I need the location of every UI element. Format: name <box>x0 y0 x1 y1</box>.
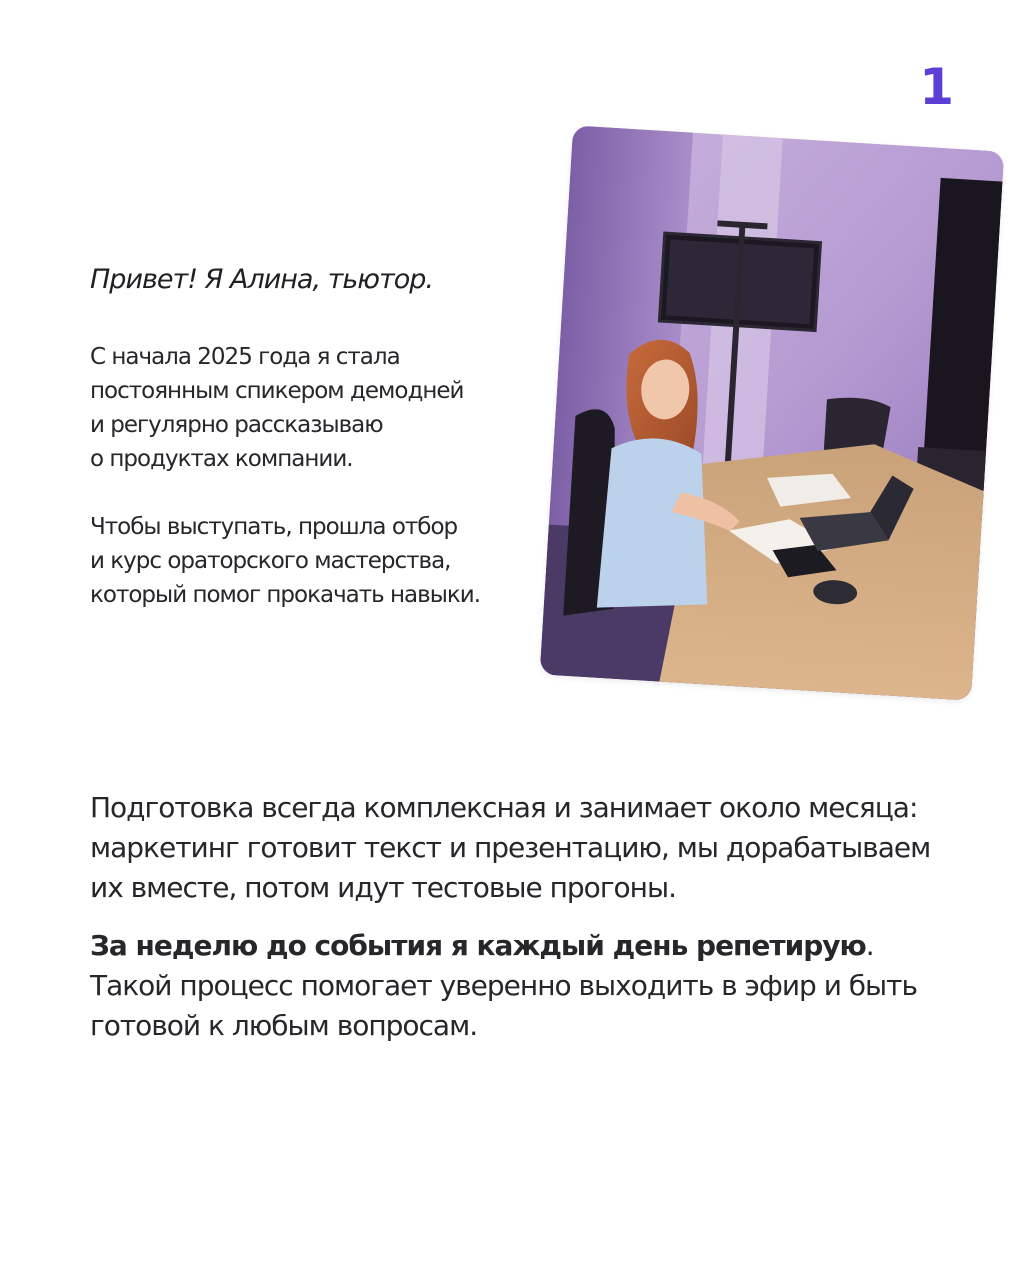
intro-section <box>90 264 560 646</box>
intro-paragraph-1: С начала 2025 года я стала постоянным спикером демодней и регулярно рассказываю о продуктах компании. <box>90 344 464 473</box>
bold-period: . <box>865 929 874 962</box>
intro-paragraph-2: Чтобы выступать, прошла отбор и курс ораторского мастерства, который помог прокачать навыки. <box>90 514 481 609</box>
photo-illustration <box>540 125 1005 700</box>
body-paragraph-1: Подготовка всегда комплексная и занимает около месяца: маркетинг готовит текст и презентацию, мы дорабатываем их вместе, потом идут тестовые прогоны. <box>90 791 931 904</box>
body-paragraph-2-rest: Такой процесс помогает уверенно выходить в эфир и быть готовой к любым вопросам. <box>90 969 917 1042</box>
bold-highlight: За неделю до события я каждый день репетирую <box>90 929 866 962</box>
body-paragraph-2 <box>90 926 950 1046</box>
greeting-heading: Привет! Я Алина, тьютор. <box>90 264 433 295</box>
speaker-photo <box>540 125 1005 700</box>
page-number: 1 <box>919 58 954 116</box>
main-text <box>90 788 950 1064</box>
person-dress <box>597 435 717 614</box>
